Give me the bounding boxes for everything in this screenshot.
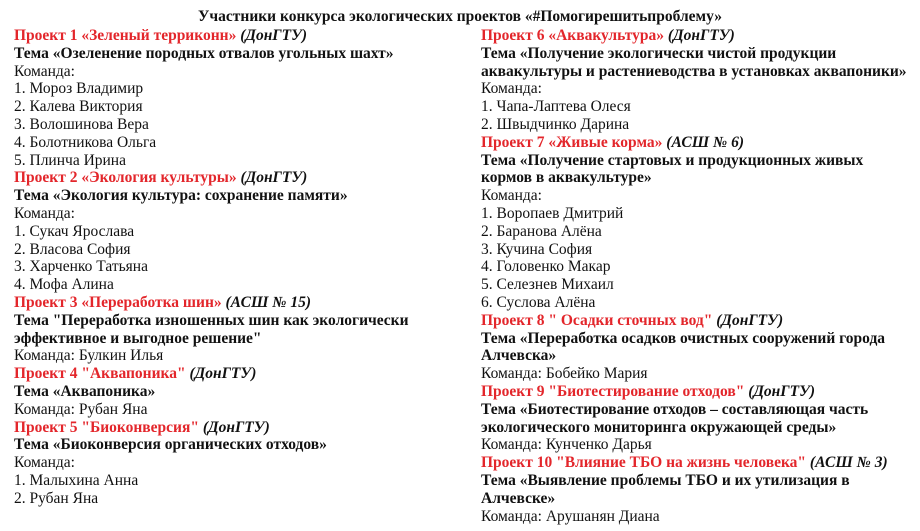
project-heading	[14, 169, 466, 187]
project-topic: Тема «Выявление проблемы ТБО и их утилизация в	[481, 471, 850, 489]
team-member: 2. Калева Виктория	[14, 98, 143, 116]
document-title: Участники конкурса экологических проектов «#Помогирешитьпроблему»	[198, 8, 722, 25]
project-heading	[14, 365, 466, 383]
project-organization: (ДонГТУ)	[667, 27, 735, 44]
project-topic-continued: кормов в аквакультуре»	[481, 169, 652, 187]
project-organization: (ДонГТУ)	[240, 169, 308, 187]
project-heading	[14, 27, 466, 45]
project-topic: Тема «Биотестирование отходов – составляющая часть	[481, 400, 869, 418]
team-member: 2. Власова София	[14, 240, 131, 258]
team-label: Команда:	[14, 204, 75, 222]
team-info: Команда: Булкин Илья	[14, 347, 164, 365]
team-member: 6. Суслова Алёна	[481, 293, 596, 311]
team-label: Команда:	[14, 454, 75, 472]
project-topic: Тема «Переработка осадков очистных сооружений города	[481, 329, 886, 347]
project-heading	[481, 27, 917, 45]
project-topic-continued: экологического мониторинга окружающей среды»	[481, 418, 837, 436]
team-member: 1. Воропаев Дмитрий	[481, 204, 624, 222]
project-topic: Тема "Переработка изношенных шин как экологически	[14, 311, 409, 329]
team-member: 1. Чапа-Лаптева Олеся	[481, 98, 631, 116]
team-member: 1. Малыхина Анна	[14, 471, 139, 489]
team-member: 3. Кучина София	[481, 240, 593, 258]
project-block	[481, 27, 917, 134]
team-member: 1. Сукач Ярослава	[14, 222, 135, 240]
project-block	[14, 294, 466, 365]
team-member: 3. Волошинова Вера	[14, 115, 149, 133]
team-member: 4. Мофа Алина	[14, 276, 114, 294]
project-topic-continued: Алчевска»	[481, 347, 557, 365]
project-name: Проект 2 «Экология культуры»	[14, 169, 237, 187]
project-organization: (АСШ № 6)	[666, 133, 745, 151]
project-block	[481, 454, 917, 525]
project-name: Проект 1 «Зеленый терриконн»	[14, 27, 237, 44]
team-label: Команда:	[481, 187, 542, 205]
team-label: Команда:	[14, 62, 75, 80]
project-topic: Тема «Озеленение породных отвалов угольных шахт»	[14, 44, 394, 62]
project-topic: Тема «Получение экологически чистой продукции	[481, 44, 837, 62]
project-topic: Тема «Получение стартовых и продукционных живых	[481, 151, 864, 169]
team-info: Команда: Арушанян Диана	[481, 507, 660, 525]
project-organization: (ДонГТУ)	[240, 27, 308, 44]
team-member: 1. Мороз Владимир	[14, 80, 144, 98]
project-heading	[481, 454, 917, 472]
team-member: 2. Баранова Алёна	[481, 222, 602, 240]
left-column	[14, 27, 466, 508]
project-name: Проект 10 "Влияние ТБО на жизнь человека"	[481, 454, 807, 472]
project-block	[14, 27, 466, 169]
project-topic-continued: Алчевске»	[481, 489, 556, 507]
project-name: Проект 6 «Аквакультура»	[481, 27, 665, 44]
team-info: Команда: Кунченко Дарья	[481, 436, 652, 454]
project-name: Проект 5 "Биоконверсия"	[14, 418, 199, 436]
project-organization: (ДонГТУ)	[189, 365, 257, 383]
project-organization: (АСШ № 15)	[225, 293, 312, 311]
team-member: 4. Болотникова Ольга	[14, 133, 157, 151]
team-label: Команда:	[481, 80, 542, 98]
project-topic: Тема «Биоконверсия органических отходов»	[14, 436, 327, 454]
team-member: 5. Селезнев Михаил	[481, 276, 614, 294]
project-heading	[481, 312, 917, 330]
project-block	[14, 365, 466, 418]
project-heading	[14, 419, 466, 437]
right-column	[481, 27, 917, 525]
project-name: Проект 9 "Биотестирование отходов"	[481, 382, 745, 400]
project-organization: (ДонГТУ)	[748, 382, 816, 400]
team-member: 4. Головенко Макар	[481, 258, 611, 276]
project-name: Проект 3 «Переработка шин»	[14, 293, 222, 311]
project-topic: Тема «Аквапоника»	[14, 382, 156, 400]
project-organization: (ДонГТУ)	[716, 311, 784, 329]
project-block	[14, 169, 466, 294]
team-member: 3. Харченко Татьяна	[14, 258, 148, 276]
project-name: Проект 7 «Живые корма»	[481, 133, 663, 151]
project-block	[14, 419, 466, 508]
project-block	[481, 134, 917, 312]
team-member: 2. Рубан Яна	[14, 489, 99, 507]
team-info: Команда: Бобейко Мария	[481, 365, 648, 383]
team-info: Команда: Рубан Яна	[14, 400, 148, 418]
project-heading	[14, 294, 466, 312]
project-heading	[481, 383, 917, 401]
project-block	[481, 383, 917, 454]
project-heading	[481, 134, 917, 152]
project-topic-continued: аквакультуры и растениеводства в установках аквапоники»	[481, 62, 907, 80]
project-organization: (ДонГТУ)	[202, 418, 270, 436]
project-topic-continued: эффективное и выгодное решение"	[14, 329, 262, 347]
project-block	[481, 312, 917, 383]
project-organization: (АСШ № 3)	[809, 454, 888, 472]
project-name: Проект 4 "Аквапоника"	[14, 365, 186, 383]
project-topic: Тема «Экология культура: сохранение памяти»	[14, 187, 348, 205]
team-member: 5. Плинча Ирина	[14, 151, 126, 169]
project-name: Проект 8 " Осадки сточных вод"	[481, 311, 713, 329]
team-member: 2. Швыдчинко Дарина	[481, 115, 630, 133]
